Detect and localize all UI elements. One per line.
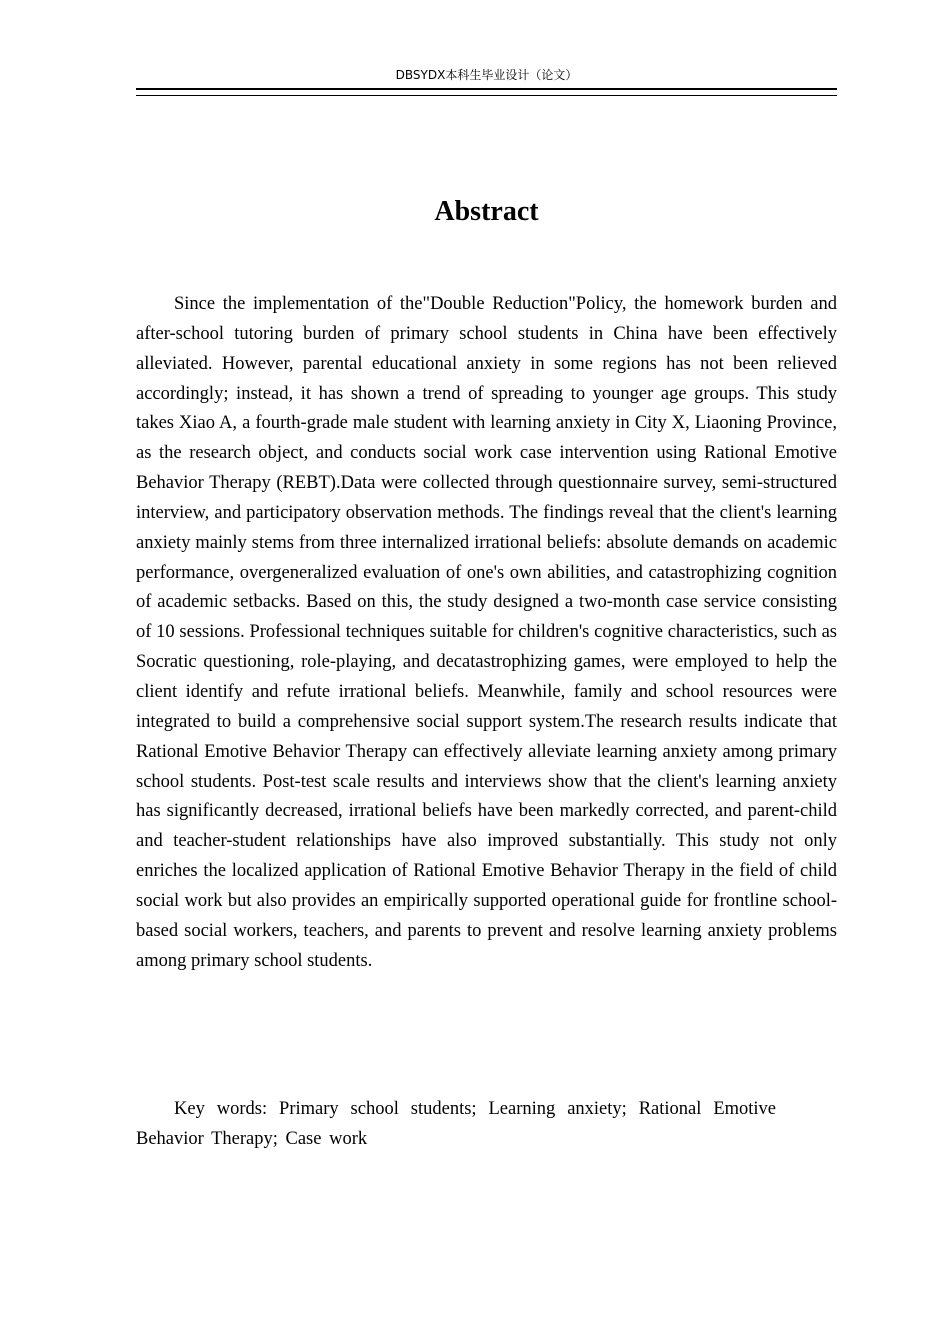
running-header: DBSYDX本科生毕业设计（论文） (395, 68, 578, 82)
page-title: Abstract (434, 196, 539, 227)
header-rule-thick (136, 88, 837, 90)
abstract-paragraph: Since the implementation of the"Double Reduction"Policy, the homework burden and after-school tutoring burden of primary school students in China have been effectively alleviated. However, parental educational anxiety in some regions has not been relieved accordingly; instead, it has shown a trend of spreading to younger age groups. This study takes Xiao A, a fourth-grade male student with learning anxiety in City X, Liaoning Province, as the research object, and conducts social work case intervention using Rational Emotive Behavior Therapy (REBT).Data were collected through questionnaire survey, semi-structured interview, and participatory observation methods. The findings reveal that the client's learning anxiety mainly stems from three internalized irrational beliefs: absolute demands on academic performance, overgeneralized evaluation of one's own abilities, and catastrophizing cognition of academic setbacks. Based on this, the study designed a two-month case service consisting of 10 sessions. Professional techniques suitable for children's cognitive characteristics, such as Socratic questioning, role-playing, and decatastrophizing games, were employed to help the client identify and refute irrational beliefs. Meanwhile, family and school resources were integrated to build a comprehensive social support system.The research results indicate that Rational Emotive Behavior Therapy can effectively alleviate learning anxiety among primary school students. Post-test scale results and interviews show that the client's learning anxiety has significantly decreased, irrational beliefs have been markedly corrected, and parent-child and teacher-student relationships have also improved substantially. This study not only enriches the localized application of Rational Emotive Behavior Therapy in the field of child social work but also provides an empirically supported operational guide for frontline school-based social workers, teachers, and parents to prevent and resolve learning anxiety problems among primary school students. (136, 294, 837, 971)
header-rule-thin (136, 95, 837, 96)
keywords-paragraph: Key words: Primary school students; Learning anxiety; Rational Emotive Behavior Therapy; Case work (136, 1099, 776, 1149)
